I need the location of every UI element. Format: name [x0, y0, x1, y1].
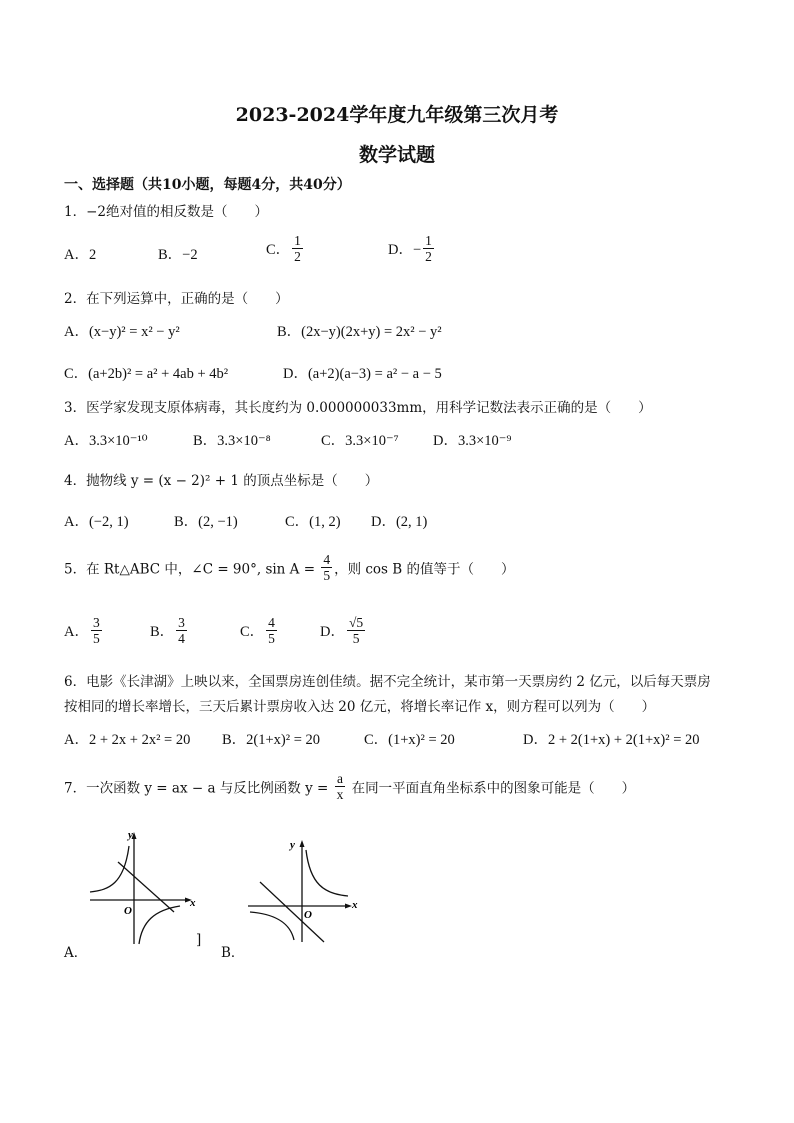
- q5-option-c: C． $\frac{4}{5}$: [240, 615, 275, 646]
- question-3-stem: 3．医学家发现支原体病毒，其长度约为 0.000000033mm，用科学记数法表示正确的是（ ）: [64, 400, 652, 416]
- fraction: $\frac{a}{x}$: [336, 771, 344, 802]
- y-axis-label: y: [290, 839, 295, 851]
- x-axis-label: x: [352, 899, 358, 911]
- exam-title: 2023-2024学年度九年级第三次月考: [235, 104, 559, 126]
- section-heading: 一、选择题（共10小题，每题4分，共40分）: [64, 177, 351, 193]
- fraction: $\frac{1}{2}$: [294, 233, 301, 264]
- q4-option-c: C．(1, 2): [285, 514, 341, 530]
- q5-option-b: B． $\frac{3}{4}$: [150, 615, 185, 646]
- q6-option-c: C．(1+x)² = 20: [364, 732, 455, 748]
- q7-graph-a: [84, 826, 204, 948]
- q3-option-d: D．3.3×10⁻⁹: [433, 433, 512, 449]
- q2-option-b: B．(2x−y)(2x+y) = 2x² − y²: [277, 324, 442, 340]
- fraction: $\frac{3}{5}$: [92, 615, 100, 646]
- fraction: $\frac{4}{5}$: [268, 615, 275, 646]
- q3-option-b: B．3.3×10⁻⁸: [193, 433, 271, 449]
- q2-option-a: A．(x−y)² = x² − y²: [64, 324, 180, 340]
- fraction: $\frac{3}{4}$: [178, 615, 185, 646]
- y-axis-label: y: [128, 829, 133, 841]
- q7-option-b: B．: [221, 945, 245, 961]
- q4-option-d: D．(2, 1): [371, 514, 428, 530]
- x-axis-label: x: [190, 897, 196, 909]
- q2-option-c: C．(a+2b)² = a² + 4ab + 4b²: [64, 366, 229, 382]
- origin-label: O: [124, 905, 132, 917]
- question-2-stem: 2．在下列运算中，正确的是（ ）: [64, 291, 289, 307]
- fraction: $\frac{4}{5}$: [323, 552, 331, 583]
- q7-graph-b: [244, 834, 364, 946]
- q3-option-c: C．3.3×10⁻⁷: [321, 433, 399, 449]
- q4-option-a: A．(−2, 1): [64, 514, 129, 530]
- q6-option-b: B．2(1+x)² = 20: [222, 732, 321, 748]
- question-5-stem: 5．在 Rt△ABC 中，∠C = 90°, sin A = $\frac{4}{5}$ ，则 cos B 的值等于（ ）: [64, 552, 515, 583]
- q1-option-d: D．− $\frac{1}{2}$: [388, 233, 432, 264]
- question-4-stem: 4．抛物线 y = (x − 2)² + 1 的顶点坐标是（ ）: [64, 473, 379, 489]
- fraction: $\frac{1}{2}$: [425, 233, 432, 264]
- q4-option-b: B．(2, −1): [174, 514, 238, 530]
- q1-option-c: C． $\frac{1}{2}$: [266, 233, 301, 264]
- q5-option-d: D． $\frac{√5}{5}$: [320, 615, 364, 646]
- q1-option-b: B．−2: [158, 247, 198, 263]
- q3-option-a: A．3.3×10⁻¹⁰: [64, 433, 148, 449]
- question-7-stem: 7．一次函数 y = ax − a 与反比例函数 y = $\frac{a}{x}$ 在同一平面直角坐标系中的图象可能是（ ）: [64, 771, 636, 802]
- q1-option-a: A．2: [64, 247, 97, 263]
- q6-option-a: A．2 + 2x + 2x² = 20: [64, 732, 191, 748]
- exam-subject: 数学试题: [358, 144, 435, 166]
- question-6-stem-line2: 按相同的增长率增长，三天后累计票房收入达 20 亿元，将增长率记作 x，则方程可以列为（ ）: [64, 699, 656, 715]
- q7-option-a: A．: [64, 945, 88, 961]
- origin-label: O: [304, 909, 312, 921]
- question-1-stem: 1．−2绝对值的相反数是（ ）: [64, 204, 268, 220]
- fraction: $\frac{√5}{5}$: [348, 615, 364, 646]
- q7-graph-a-bracket: ]: [196, 932, 202, 948]
- q6-option-d: D．2 + 2(1+x) + 2(1+x)² = 20: [523, 732, 700, 748]
- q2-option-d: D．(a+2)(a−3) = a² − a − 5: [283, 366, 442, 382]
- q5-option-a: A． $\frac{3}{5}$: [64, 615, 100, 646]
- question-6-stem-line1: 6．电影《长津湖》上映以来，全国票房连创佳绩。据不完全统计，某市第一天票房约 2 亿元，以后每天票房: [64, 674, 711, 690]
